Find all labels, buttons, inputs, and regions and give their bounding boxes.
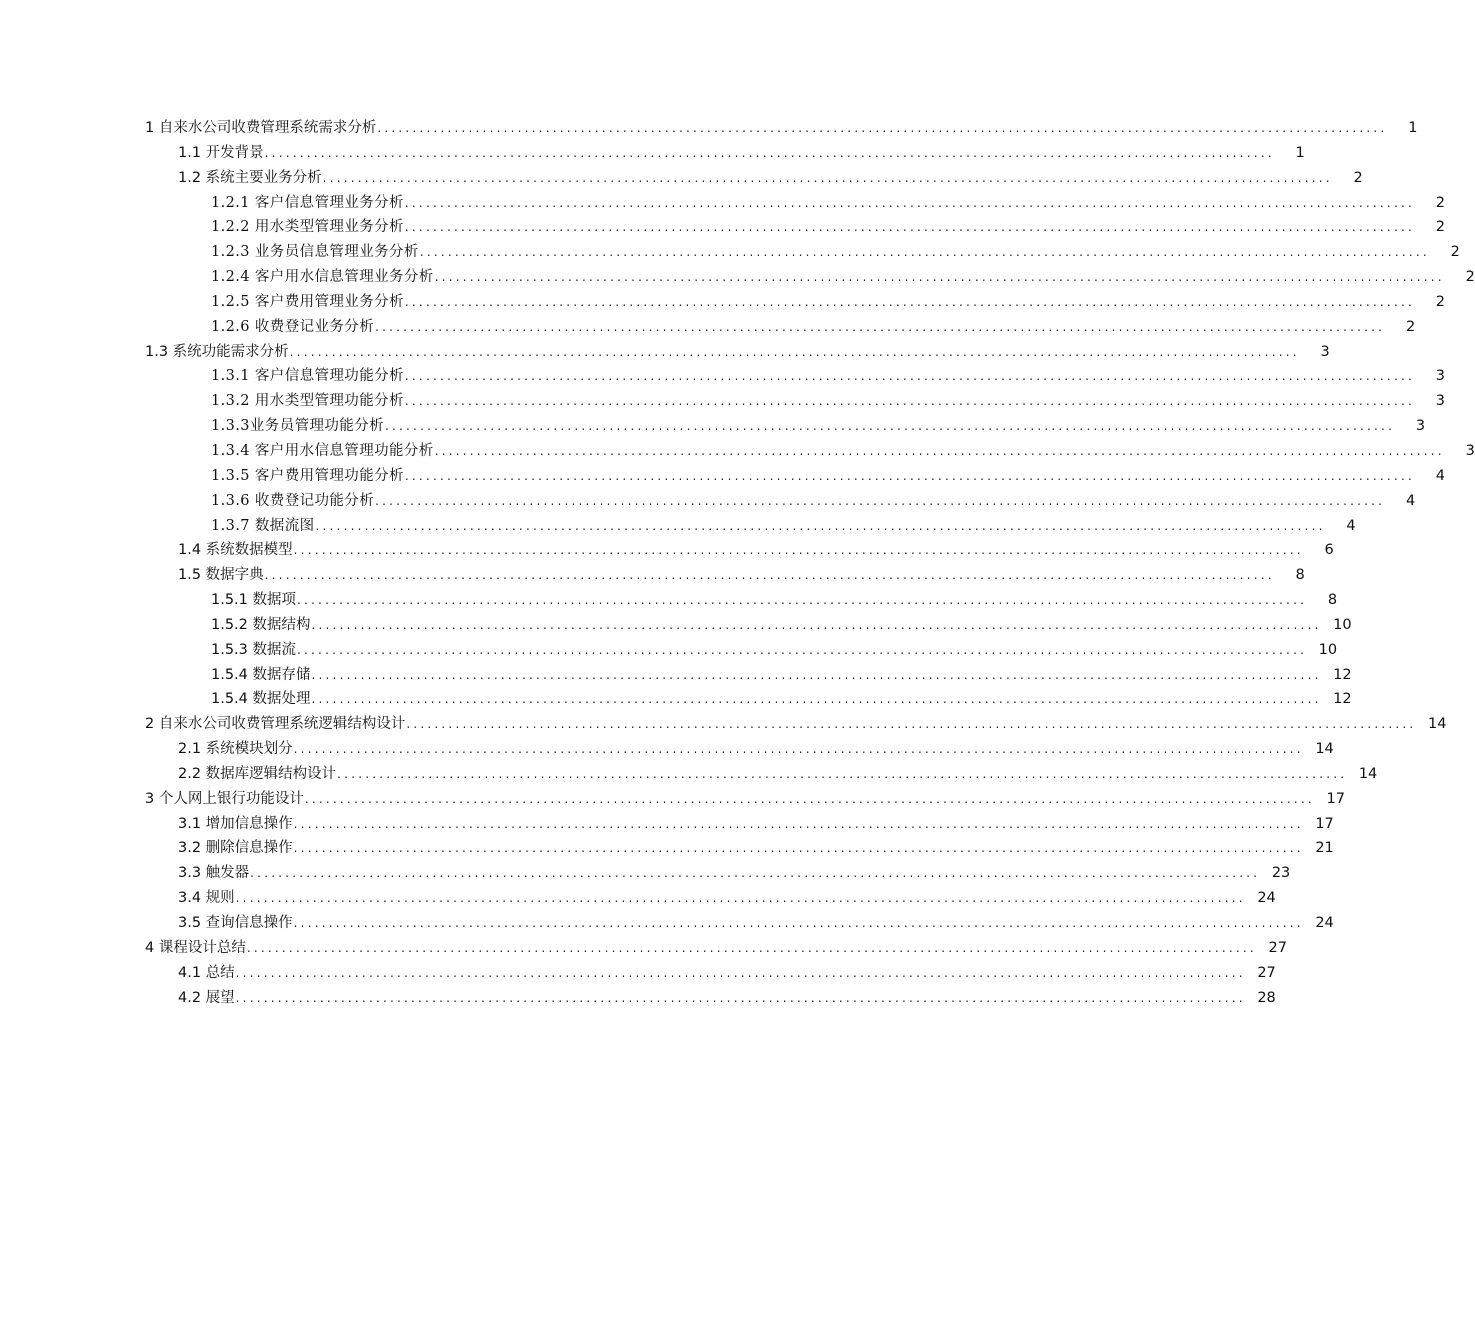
toc-entry-label: 2.1 系统模块划分 xyxy=(178,741,293,758)
toc-leader-dots: ................................................................................................................................................ xyxy=(246,940,1257,955)
toc-leader-dots: ................................................................................................................................................ xyxy=(434,443,1445,458)
toc-entry-1-2-3[interactable] xyxy=(0,240,1460,265)
toc-leader-dots: ................................................................................................................................................ xyxy=(404,369,1415,384)
toc-leader-dots: ................................................................................................................................................ xyxy=(293,742,1304,757)
toc-entry-1-5-2[interactable] xyxy=(0,613,1352,638)
toc-leader-dots: ................................................................................................................................................ xyxy=(264,568,1275,583)
toc-page-number: 2 xyxy=(1435,194,1445,211)
toc-entry-3-2[interactable] xyxy=(0,836,1334,861)
toc-entry-3-5[interactable] xyxy=(0,911,1334,936)
toc-entry-1-5-1[interactable] xyxy=(0,588,1338,613)
toc-entry-label: 1.3.3业务员管理功能分析 xyxy=(211,418,384,435)
toc-page-number: 4 xyxy=(1346,517,1356,534)
toc-entry-label: 3.2 删除信息操作 xyxy=(178,840,293,857)
toc-leader-dots: ................................................................................................................................................ xyxy=(404,195,1415,210)
toc-entry-label: 1.5.1 数据项 xyxy=(211,592,297,609)
toc-entry-1-5-4-processing[interactable] xyxy=(0,687,1352,712)
toc-page-number: 17 xyxy=(1326,790,1345,807)
toc-leader-dots: ................................................................................................................................................ xyxy=(419,245,1430,260)
toc-entry-label: 1.2.4 客户用水信息管理业务分析 xyxy=(211,269,434,286)
toc-page-number: 27 xyxy=(1268,939,1287,956)
toc-page-number: 6 xyxy=(1324,542,1334,559)
toc-entry-2[interactable] xyxy=(0,712,1447,737)
toc-entry-1-2-4[interactable] xyxy=(0,265,1475,290)
toc-entry-1-2-1[interactable] xyxy=(0,191,1445,216)
toc-page-number: 14 xyxy=(1315,741,1334,758)
toc-leader-dots: ................................................................................................................................................ xyxy=(293,816,1304,831)
toc-leader-dots: ................................................................................................................................................ xyxy=(377,121,1388,135)
toc-entry-label: 1.5.4 数据处理 xyxy=(211,691,311,708)
toc-entry-3-1[interactable] xyxy=(0,812,1334,837)
toc-entry-label: 1.3.4 客户用水信息管理功能分析 xyxy=(211,442,434,459)
toc-entry-label: 2.2 数据库逻辑结构设计 xyxy=(178,765,337,782)
toc-page-number: 4 xyxy=(1405,492,1416,509)
toc-entry-1-2-2[interactable] xyxy=(0,215,1445,240)
toc-page-number: 1 xyxy=(1295,144,1305,161)
toc-leader-dots: ................................................................................................................................................ xyxy=(404,294,1415,309)
toc-page-number: 12 xyxy=(1333,666,1352,683)
toc-entry-1-2[interactable] xyxy=(0,166,1363,191)
toc-leader-dots: ................................................................................................................................................ xyxy=(293,841,1304,856)
toc-page-number: 2 xyxy=(1435,219,1445,236)
toc-entry-1-3-7[interactable] xyxy=(0,514,1356,539)
toc-entry-label: 3.3 触发器 xyxy=(178,865,250,882)
toc-page-number: 14 xyxy=(1427,716,1447,733)
toc-entry-label: 4.2 展望 xyxy=(178,989,235,1006)
toc-entry-label: 1.3.7 数据流图 xyxy=(211,517,315,534)
toc-entry-label: 1.2.1 客户信息管理业务分析 xyxy=(211,194,404,211)
toc-entry-3-4[interactable] xyxy=(0,886,1276,911)
toc-entry-label: 1.2.6 收费登记业务分析 xyxy=(211,318,375,335)
toc-entry-label: 3.5 查询信息操作 xyxy=(178,915,293,931)
toc-entry-2-1[interactable] xyxy=(0,737,1334,762)
toc-leader-dots: ................................................................................................................................................ xyxy=(315,518,1326,533)
toc-leader-dots: ................................................................................................................................................ xyxy=(375,493,1386,508)
toc-entry-label: 1.1 开发背景 xyxy=(178,144,264,161)
toc-leader-dots: ................................................................................................................................................ xyxy=(322,170,1333,185)
toc-page-number: 3 xyxy=(1435,393,1445,410)
toc-entry-label: 1.3.5 客户费用管理功能分析 xyxy=(211,467,404,484)
toc-leader-dots: ................................................................................................................................................ xyxy=(311,692,1322,707)
toc-entry-label: 2 自来水公司收费管理系统逻辑结构设计 xyxy=(145,716,406,733)
toc-entry-1-3-5[interactable] xyxy=(0,464,1445,489)
toc-page-number: 8 xyxy=(1295,567,1305,584)
toc-leader-dots: ................................................................................................................................................ xyxy=(250,866,1261,881)
toc-entry-label: 1.4 系统数据模型 xyxy=(178,542,293,559)
toc-page-number: 17 xyxy=(1315,815,1334,832)
toc-leader-dots: ................................................................................................................................................ xyxy=(293,916,1304,930)
toc-page-number: 23 xyxy=(1271,865,1291,882)
toc-entry-1-5[interactable] xyxy=(0,563,1305,588)
toc-entry-label: 1.3.6 收费登记功能分析 xyxy=(211,492,375,509)
toc-leader-dots: ................................................................................................................................................ xyxy=(375,319,1386,334)
toc-leader-dots: ................................................................................................................................................ xyxy=(304,791,1315,806)
toc-entry-label: 1.5.2 数据结构 xyxy=(211,616,311,633)
toc-leader-dots: ................................................................................................................................................ xyxy=(264,145,1275,160)
toc-page-number: 3 xyxy=(1435,368,1445,385)
toc-leader-dots: ................................................................................................................................................ xyxy=(297,593,1308,608)
toc-entry-1-1[interactable] xyxy=(0,141,1305,166)
toc-leader-dots: ................................................................................................................................................ xyxy=(404,394,1415,409)
toc-page-number: 21 xyxy=(1315,840,1334,857)
toc-page-number: 10 xyxy=(1333,616,1352,633)
table-of-contents xyxy=(0,116,1475,1010)
toc-entry-1-4[interactable] xyxy=(0,538,1334,563)
toc-entry-2-2[interactable] xyxy=(0,762,1378,787)
toc-page-number: 2 xyxy=(1353,169,1363,186)
toc-leader-dots: ................................................................................................................................................ xyxy=(385,419,1396,434)
toc-entry-label: 1.2.5 客户费用管理业务分析 xyxy=(211,293,404,310)
toc-entry-label: 4.1 总结 xyxy=(178,964,235,981)
toc-leader-dots: ................................................................................................................................................ xyxy=(293,543,1304,558)
toc-entry-label: 1.2 系统主要业务分析 xyxy=(178,169,322,186)
toc-entry-3-3[interactable] xyxy=(0,861,1291,886)
toc-entry-1[interactable] xyxy=(0,116,1418,141)
toc-page-number: 2 xyxy=(1435,293,1445,310)
toc-page-number: 24 xyxy=(1315,915,1334,931)
toc-entry-label: 3.4 规则 xyxy=(178,890,235,907)
toc-entry-label: 1.3 系统功能需求分析 xyxy=(145,343,289,360)
toc-leader-dots: ................................................................................................................................................ xyxy=(337,766,1348,781)
toc-entry-1-2-6[interactable] xyxy=(0,315,1416,340)
toc-entry-1-3-3[interactable] xyxy=(0,414,1426,439)
toc-entry-label: 1.3.1 客户信息管理功能分析 xyxy=(211,368,404,385)
toc-page-number: 2 xyxy=(1450,244,1460,261)
toc-entry-label: 1.5 数据字典 xyxy=(178,567,264,584)
toc-page-number: 27 xyxy=(1257,964,1276,981)
toc-entry-1-3-4[interactable] xyxy=(0,439,1475,464)
toc-entry-1-5-3[interactable] xyxy=(0,638,1338,663)
toc-page-number: 12 xyxy=(1333,691,1352,708)
toc-entry-label: 1.2.3 业务员信息管理业务分析 xyxy=(211,244,419,261)
toc-leader-dots: ................................................................................................................................................ xyxy=(311,617,1322,632)
toc-entry-1-5-4-storage[interactable] xyxy=(0,663,1352,688)
toc-entry-1-3[interactable] xyxy=(0,340,1330,365)
toc-page-number: 4 xyxy=(1435,467,1445,484)
toc-page-number: 2 xyxy=(1405,318,1416,335)
toc-leader-dots: ................................................................................................................................................ xyxy=(235,891,1246,906)
toc-leader-dots: ................................................................................................................................................ xyxy=(434,270,1445,285)
toc-entry-4-1[interactable] xyxy=(0,961,1276,986)
toc-entry-label: 1.5.3 数据流 xyxy=(211,641,297,658)
toc-page-number: 14 xyxy=(1358,765,1378,782)
toc-leader-dots: ................................................................................................................................................ xyxy=(297,642,1308,657)
toc-entry-1-3-6[interactable] xyxy=(0,489,1416,514)
toc-page-number: 10 xyxy=(1318,641,1338,658)
toc-entry-label: 4 课程设计总结 xyxy=(145,939,246,956)
toc-leader-dots: ................................................................................................................................................ xyxy=(311,667,1322,682)
toc-page-number: 3 xyxy=(1320,343,1330,360)
toc-entry-label: 1 自来水公司收费管理系统需求分析 xyxy=(145,120,377,136)
toc-page-number: 3 xyxy=(1415,418,1426,435)
toc-page-number: 1 xyxy=(1408,120,1418,136)
toc-entry-label: 1.3.2 用水类型管理功能分析 xyxy=(211,393,404,410)
toc-page-number: 8 xyxy=(1327,592,1338,609)
toc-page-number: 3 xyxy=(1465,442,1475,459)
toc-leader-dots: ................................................................................................................................................ xyxy=(404,468,1415,483)
toc-leader-dots: ................................................................................................................................................ xyxy=(406,717,1417,732)
toc-entry-label: 3 个人网上银行功能设计 xyxy=(145,790,304,807)
toc-entry-1-2-5[interactable] xyxy=(0,290,1445,315)
toc-entry-4[interactable] xyxy=(0,936,1287,961)
toc-entry-label: 1.2.2 用水类型管理业务分析 xyxy=(211,219,404,236)
toc-entry-label: 1.5.4 数据存储 xyxy=(211,666,311,683)
toc-page-number: 2 xyxy=(1465,269,1475,286)
toc-entry-label: 3.1 增加信息操作 xyxy=(178,815,293,832)
toc-page-number: 24 xyxy=(1257,890,1276,907)
toc-leader-dots: ................................................................................................................................................ xyxy=(235,965,1246,980)
toc-entry-1-3-1[interactable] xyxy=(0,364,1445,389)
toc-entry-1-3-2[interactable] xyxy=(0,389,1445,414)
toc-leader-dots: ................................................................................................................................................ xyxy=(289,344,1300,359)
toc-entry-4-2[interactable] xyxy=(0,986,1276,1011)
toc-page-number: 28 xyxy=(1257,989,1276,1006)
toc-leader-dots: ................................................................................................................................................ xyxy=(404,220,1415,235)
toc-leader-dots: ................................................................................................................................................ xyxy=(235,990,1246,1005)
toc-entry-3[interactable] xyxy=(0,787,1345,812)
